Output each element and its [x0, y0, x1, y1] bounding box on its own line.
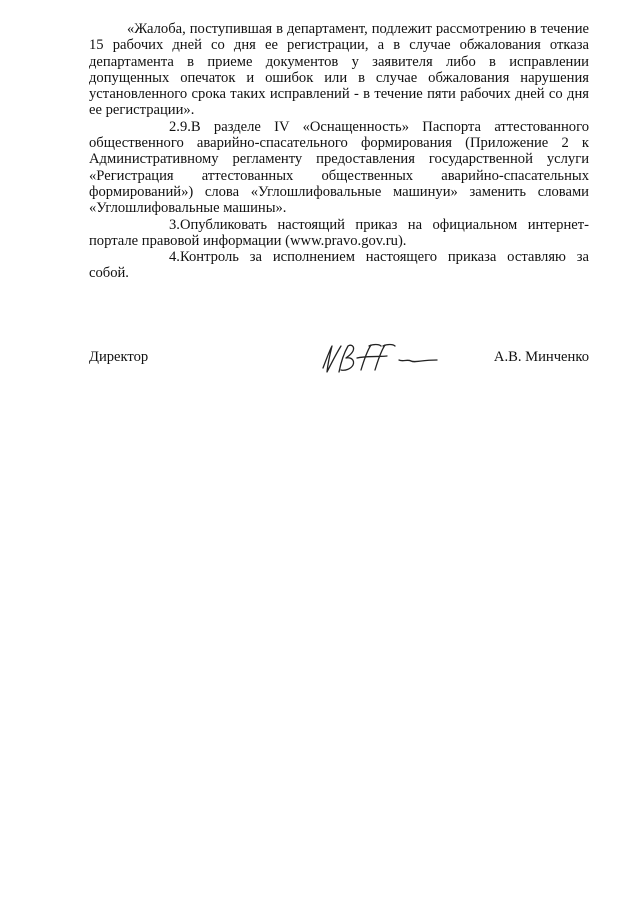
item-3-number: 3.: [169, 216, 180, 233]
item-2-9-text: В разделе IV «Оснащенность» Паспорта аттестованного общественного аварийно-спасательного формирования (Приложение 2 к Административному регламенту предоставления государственной услуги «Регистрация аттестованных общественных аварийно-спасательных формирований») слова «Углошлифовальные машинуи» заменить словами «Углошлифовальные машины».: [89, 118, 589, 217]
document-body: [89, 21, 589, 282]
item-2-9-number: 2.9.: [169, 118, 191, 135]
signature-block: [89, 340, 589, 380]
item-4-text: Контроль за исполнением настоящего приказа оставляю за собой.: [89, 249, 589, 282]
handwritten-signature: [317, 338, 445, 378]
item-2-9: [89, 119, 589, 217]
item-3: [89, 217, 589, 250]
item-4-number: 4.: [169, 249, 180, 266]
item-3-text: Опубликовать настоящий приказ на официальном интернет-портале правовой информации (www.pravo.gov.ru).: [89, 216, 589, 249]
signatory-title: Директор: [89, 349, 149, 365]
signatory-name: А.В. Минченко: [493, 349, 589, 365]
item-4: [89, 249, 589, 282]
quoted-paragraph: «Жалоба, поступившая в департамент, подлежит рассмотрению в течение 15 рабочих дней со дня ее регистрации, а в случае обжалования отказа департамента в приеме документов у заявителя либо в исправлении допущенных опечаток и ошибок или в случае обжалования нарушения установленного срока таких исправлений - в течение пяти рабочих дней со дня ее регистрации».: [89, 21, 589, 119]
